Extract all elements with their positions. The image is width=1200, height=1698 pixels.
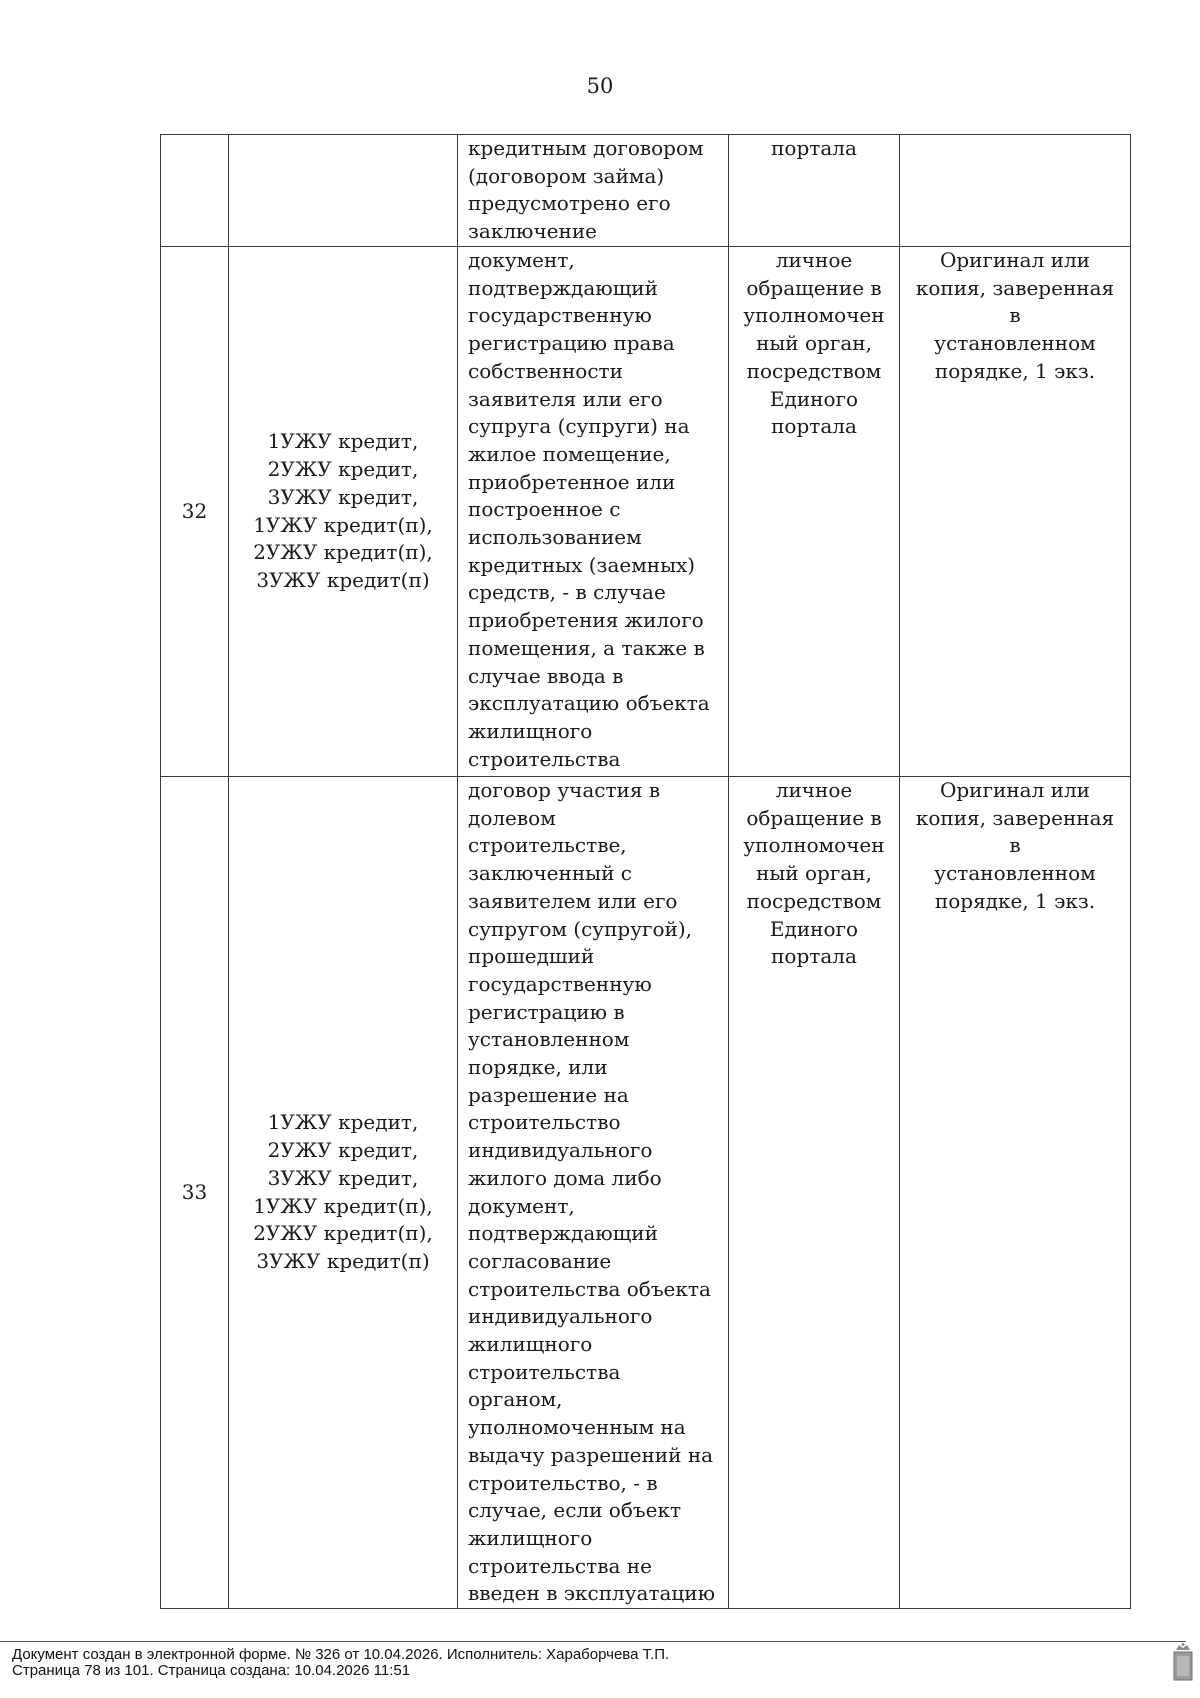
footer-page-info: Страница 78 из 101. Страница создана: 10.04.2026 11:51: [12, 1662, 411, 1679]
document-description-cell: документ, подтверждающий государственную регистрацию права собственности заявителя или его супруга (супруги) на жилое помещение, приобретенное или построенное с использованием кредитных (заемных) средств, - в случае приобретения жилого помещения, а также в случае ввода в эксплуатацию объекта жилищного строительства: [458, 247, 729, 777]
document-description-cell: договор участия в долевом строительстве, заключенный с заявителем или его супругом (супругой), прошедший государственную регистрацию в установленном порядке, или разрешение на строительство индивидуального жилого дома либо документ, подтверждающий согласование строительства объекта индивидуального жилищного строительства органом, уполномоченным на выдачу разрешений на строительство, - в случае, если объект жилищного строительства не введен в эксплуатацию: [458, 777, 729, 1609]
table-row: [161, 135, 1131, 247]
document-form-cell: Оригинал или копия, заверенная в установленном порядке, 1 экз.: [900, 777, 1131, 1609]
document-footer: [12, 1647, 669, 1679]
document-form-cell: [900, 135, 1131, 247]
document-form-cell: Оригинал или копия, заверенная в установленном порядке, 1 экз.: [900, 247, 1131, 777]
service-codes-cell: 1УЖУ кредит, 2УЖУ кредит, 3УЖУ кредит, 1УЖУ кредит(п), 2УЖУ кредит(п), 3УЖУ кредит(п): [229, 777, 458, 1609]
document-description-cell: кредитным договором (договором займа) предусмотрено его заключение: [458, 135, 729, 247]
row-number-cell: [161, 135, 229, 247]
service-codes-cell: 1УЖУ кредит, 2УЖУ кредит, 3УЖУ кредит, 1УЖУ кредит(п), 2УЖУ кредит(п), 3УЖУ кредит(п): [229, 247, 458, 777]
documents-table: [160, 134, 1131, 1609]
service-codes-cell: [229, 135, 458, 247]
row-number-cell: 33: [161, 777, 229, 1609]
document-stamp-icon: [1172, 1642, 1194, 1682]
submission-method-cell: портала: [729, 135, 900, 247]
footer-divider: [0, 1641, 1186, 1642]
page-number: 50: [586, 74, 614, 98]
table-row: [161, 247, 1131, 777]
table-row: [161, 777, 1131, 1609]
submission-method-cell: личное обращение в уполномочен ный орган, посредством Единого портала: [729, 247, 900, 777]
row-number-cell: 32: [161, 247, 229, 777]
submission-method-cell: личное обращение в уполномочен ный орган, посредством Единого портала: [729, 777, 900, 1609]
footer-document-info: Документ создан в электронной форме. № 326 от 10.04.2026. Исполнитель: Хараборчева Т.П.: [12, 1646, 670, 1663]
